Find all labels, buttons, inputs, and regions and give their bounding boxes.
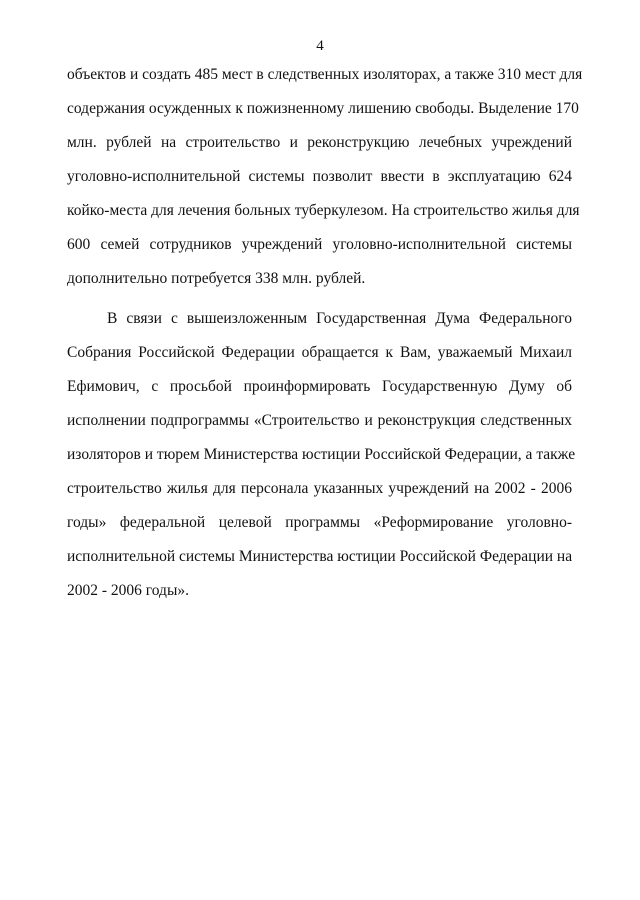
text-line: В связи с вышеизложенным Государственная Дума Федерального [107,310,572,327]
text-line: 600 семей сотрудников учреждений уголовно-исполнительной системы [67,236,572,253]
text-line: уголовно-исполнительной системы позволит ввести в эксплуатацию 624 [67,168,572,185]
text-line: Собрания Российской Федерации обращается к Вам, уважаемый Михаил [67,344,572,361]
paragraph-2 [67,302,576,608]
text-line: койко-места для лечения больных туберкулезом. На строительство жилья для [67,202,580,219]
text-line: исполнении подпрограммы «Строительство и реконструкция следственных [67,412,572,429]
paragraph-1 [67,58,583,296]
text-line: объектов и создать 485 мест в следственных изоляторах, а также 310 мест для [67,66,583,83]
text-line: содержания осужденных к пожизненному лишению свободы. Выделение 170 [67,100,579,117]
text-line: годы» федеральной целевой программы «Реформирование уголовно- [67,514,572,531]
text-line: исполнительной системы Министерства юстиции Российской Федерации на [67,548,573,565]
text-line: млн. рублей на строительство и реконструкцию лечебных учреждений [67,134,572,151]
text-line: дополнительно потребуется 338 млн. рублей. [67,270,366,287]
text-line: строительство жилья для персонала указанных учреждений на 2002 - 2006 [67,480,572,497]
text-line: Ефимович, с просьбой проинформировать Государственную Думу об [67,378,572,395]
text-line: 2002 - 2006 годы». [67,582,189,599]
text-line: изоляторов и тюрем Министерства юстиции Российской Федерации, а также [67,446,576,463]
page-number: 4 [316,38,324,54]
